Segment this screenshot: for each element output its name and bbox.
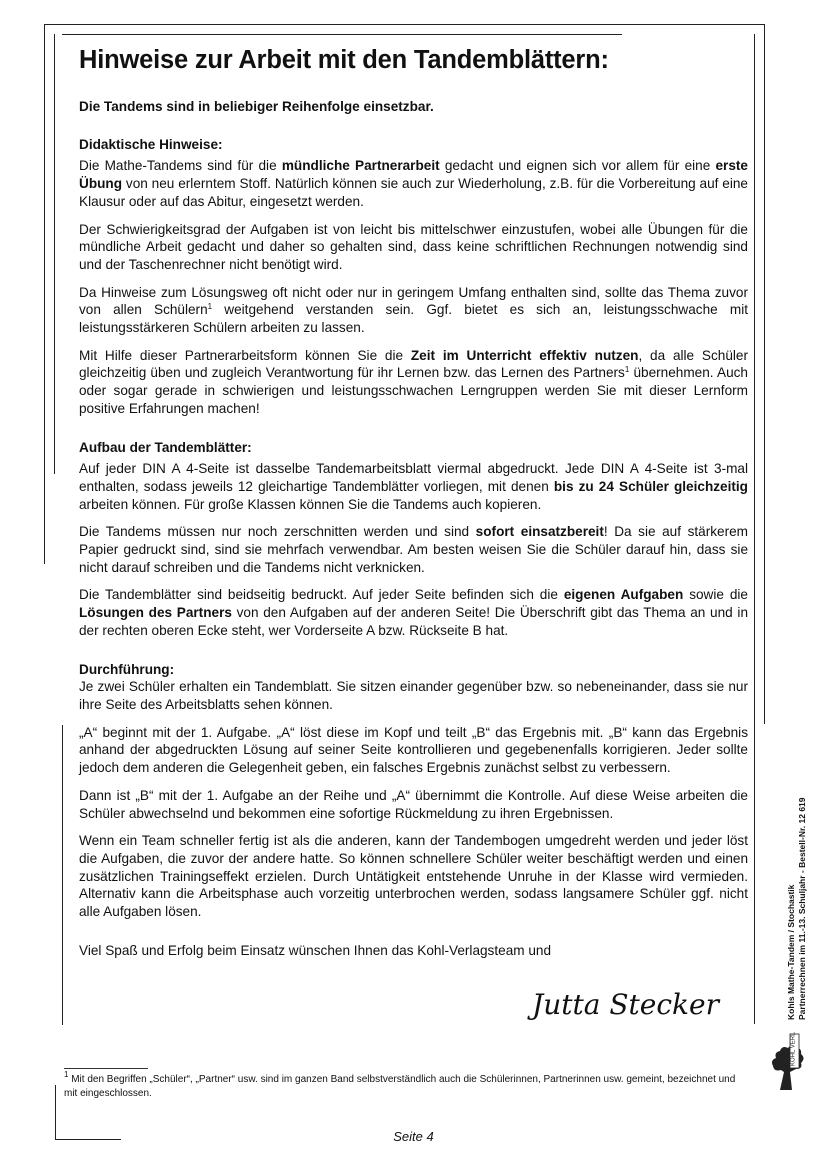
publisher-side-info — [786, 730, 808, 1020]
svg-text:KOHL VERLAG: KOHL VERLAG — [790, 1032, 797, 1066]
footnote-text: Mit den Begriffen „Schüler“, „Partner“ usw. sind im ganzen Band selbstverständlich auch die Schülerinnen, Partnerinnen usw. gemeint, bezeichnet und mit eingeschlossen. — [64, 1074, 736, 1099]
frame-line-right-inner — [754, 34, 755, 1024]
durchfuehrung-paragraph-3: Dann ist „B“ mit der 1. Aufgabe an der Reihe und „A“ übernimmt die Kontrolle. Auf diese Weise arbeiten die Schüler abwechselnd und bekommen eine sofortige Rückmeldung zu ihren Ergebnissen. — [79, 787, 748, 821]
durchfuehrung-paragraph-4: Wenn ein Team schneller fertig ist als die anderen, kann der Tandembogen umgedreht werden und jeder löst die Aufgaben, die zuvor der andere hatte. So können schnellere Schüler weiter beschäftigt werden und einen zusätzlichen Trainingseffekt erzielen. Durch Untätigkeit entstehende Unruhe in der Klasse wird vermieden. Alternativ kann die Arbeitsphase auch vorzeitig unterbrochen werden, sodass langsamere Schüler ggf. nicht alle Aufgaben lösen. — [79, 833, 748, 920]
section-heading-didaktik: Didaktische Hinweise: — [79, 136, 223, 152]
page-title: Hinweise zur Arbeit mit den Tandemblättern: — [79, 46, 609, 74]
section-heading-aufbau: Aufbau der Tandemblätter: — [79, 439, 252, 455]
frame-line-lower-left-vertical — [62, 725, 63, 1025]
frame-line-right — [764, 24, 765, 724]
footnote — [64, 1070, 744, 1100]
aufbau-paragraph-2: Die Tandems müssen nur noch zerschnitten werden und sind sofort einsatzbereit! Da sie auf stärkerem Papier gedruckt sind, sind sie mehrfach verwendbar. Am besten weisen Sie die Schüler darauf hin, dass sie nicht darauf schreiben und die Tandems nicht verknicken. — [79, 524, 748, 575]
frame-line-left-inner — [54, 34, 55, 474]
didaktik-paragraph-2: Der Schwierigkeitsgrad der Aufgaben ist von leicht bis mittelschwer einzustufen, wobei alle Übungen für die mündliche Arbeit gedacht und daher so gehalten sind, dass keine schriftlichen Rechnungen notwendig sind und der Taschenrechner nicht benötigt wird. — [79, 221, 748, 272]
publisher-logo — [770, 1032, 806, 1092]
durchfuehrung-paragraph-2: „A“ beginnt mit der 1. Aufgabe. „A“ löst diese im Kopf und teilt „B“ das Ergebnis mit. „B“ kann das Ergebnis anhand der abgedruckten Lösung auf seiner Seite kontrollieren und gegebenenfalls korrigieren. Jeder sollte jedoch dem anderen die Gelegenheit geben, ein falsches Ergebnis zunächst selbst zu verbessern. — [79, 724, 748, 776]
page-number: Seite 4 — [393, 1129, 434, 1144]
footnote-ref: 1 — [624, 365, 630, 375]
frame-line-top — [44, 24, 764, 25]
didaktik-paragraph-3: Da Hinweise zum Lösungsweg oft nicht oder nur in geringem Umfang enthalten sind, sollte das Thema zuvor von allen Schülern$^1$ weitgehend verstanden sein. Ggf. bietet es sich an, leistungsschwache mit leistungsstärkeren Schülern arbeiten zu lassen. — [79, 284, 748, 336]
footnote-divider — [64, 1068, 148, 1069]
durchfuehrung-paragraph-1: Je zwei Schüler erhalten ein Tandemblatt. Sie sitzen einander gegenüber bzw. so nebeneinander, dass sie nur ihre Seite des Arbeitsblatts sehen können. — [79, 679, 748, 712]
didaktik-paragraph-4: Mit Hilfe dieser Partnerarbeitsform können Sie die Zeit im Unterricht effektiv nutzen, da alle Schüler gleichzeitig üben und zugleich Verantwortung für ihr Lernen bzw. das Lernen des Partners$^1$ übernehmen. Auch oder sogar gerade in schwierigen und leistungsschwachen Lerngruppen werden Sie mit dieser Lernform positive Erfahrungen machen! — [79, 347, 748, 416]
didaktik-paragraph-1: Die Mathe-Tandems sind für die mündliche Partnerarbeit gedacht und eignen sich vor allem für eine erste Übung von neu erlerntem Stoff. Natürlich können sie auch zur Wiederholung, z.B. für die Vorbereitung auf eine Klausur oder auf das Abitur, eingesetzt werden. — [79, 158, 748, 209]
aufbau-paragraph-3: Die Tandemblätter sind beidseitig bedruckt. Auf jeder Seite befinden sich die eigenen Aufgaben sowie die Lösungen des Partners von den Aufgaben auf der anderen Seite! Die Überschrift gibt das Thema an und in der rechten oberen Ecke steht, wer Vorderseite A bzw. Rückseite B hat. — [79, 587, 748, 638]
closing-text: Viel Spaß und Erfolg beim Einsatz wünschen Ihnen das Kohl-Verlagsteam und — [79, 942, 552, 958]
frame-line-top-inner — [62, 34, 622, 35]
intro-text: Die Tandems sind in beliebiger Reihenfolge einsetzbar. — [79, 99, 434, 114]
signature: Jutta Stecker — [532, 988, 719, 1021]
tree-logo-icon — [770, 1032, 806, 1092]
page-content — [79, 44, 748, 959]
footnote-ref: 1 — [207, 302, 213, 312]
frame-line-left — [44, 24, 45, 564]
side-info-line-2: Partnerrechnen im 11.-13. Schuljahr - Bestell-Nr. 12 619 — [797, 797, 807, 1020]
section-heading-durchfuehrung: Durchführung: — [79, 661, 175, 677]
aufbau-paragraph-1: Auf jeder DIN A 4-Seite ist dasselbe Tandemarbeitsblatt viermal abgedruckt. Jede DIN A 4-Seite ist 3-mal enthalten, sodass jeweils 12 gleichartige Tandemblätter vorliegen, mit denen bis zu 24 Schüler gleichzeitig arbeiten können. Für große Klassen können Sie die Tandems auch kopieren. — [79, 461, 748, 512]
side-info-line-1: Kohls Mathe-Tandem / Stochastik — [786, 884, 796, 1020]
footnote-mark: 1 — [64, 1070, 69, 1079]
